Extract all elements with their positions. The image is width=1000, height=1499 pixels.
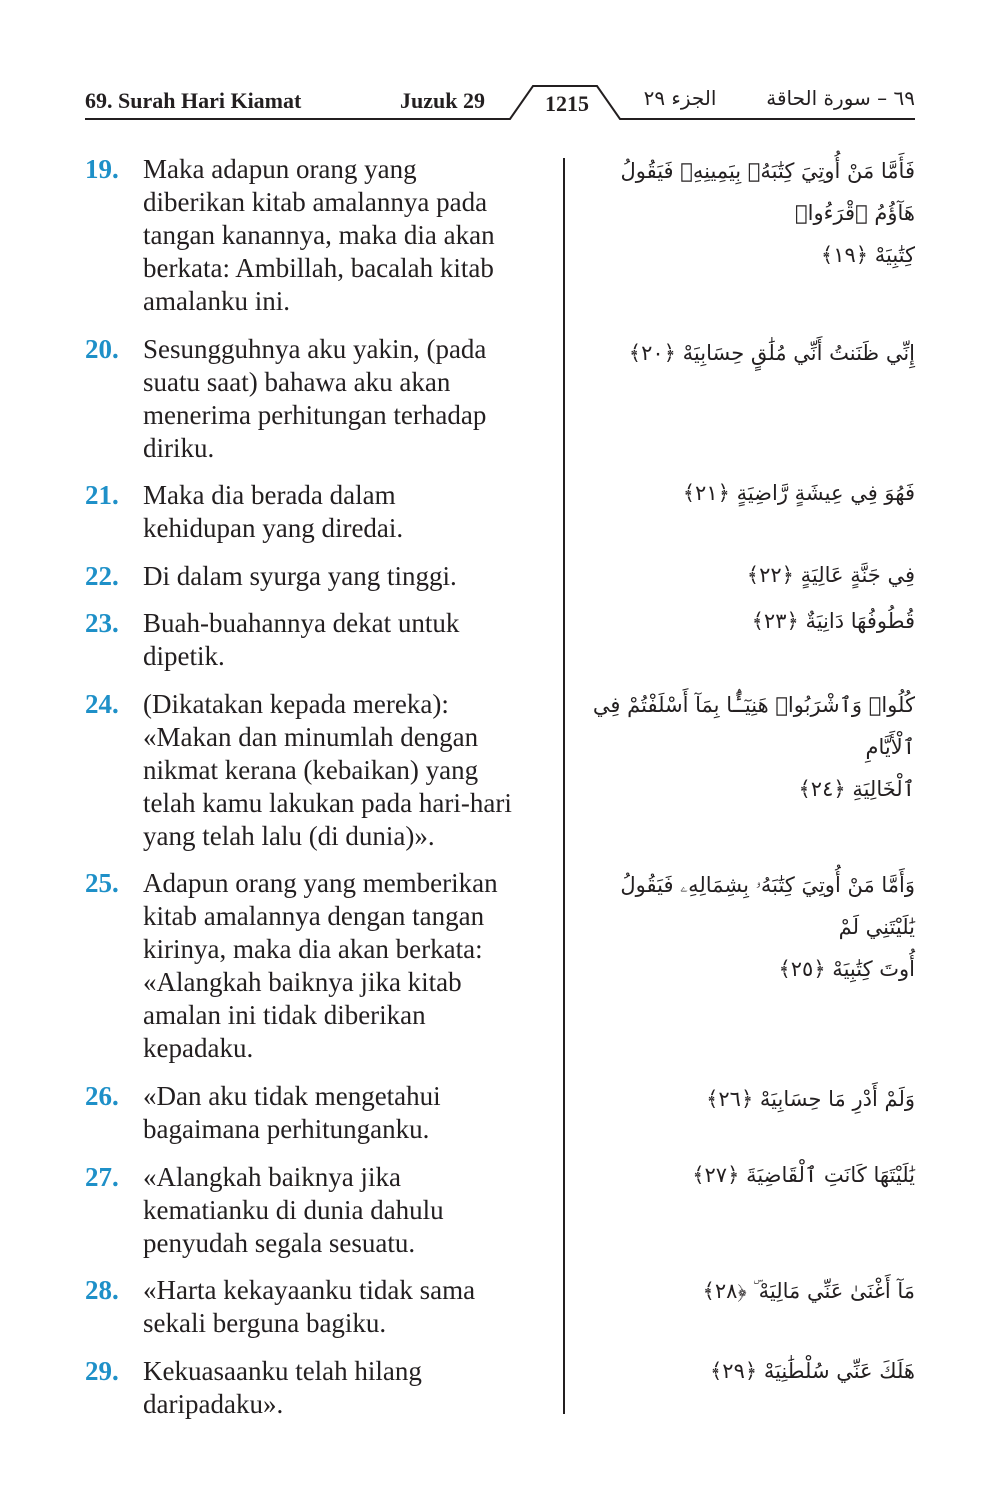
verse-translation: Adapun orang yang memberikan kitab amalannya dengan tangan kirinya, maka dia akan berkata: «Alangkah baiknya jika kitab amalan ini tidak diberikan kepadaku. (143, 868, 498, 1063)
juz-label: Juzuk 29 (400, 88, 485, 113)
verse-translation: Kekuasaanku telah hilang daripadaku». (143, 1356, 422, 1419)
verse-arabic: وَلَمْ أَدْرِ مَا حِسَابِيَهْ ﴿٢٦﴾ (706, 1087, 915, 1111)
verse-number: 26. (85, 1081, 119, 1111)
page-number: 1215 (545, 91, 589, 116)
verse-number: 22. (85, 561, 119, 591)
verse-arabic: وَأَمَّا مَنْ أُوتِيَ كِتَٰبَهُۥ بِشِمَالِهِۦ فَيَقُولُ يَٰلَيْتَنِي لَمْ أُوتَ كِتَٰبِيَهْ ﴿٢٥﴾ (620, 873, 915, 981)
verse-translation: «Alangkah baiknya jika kematianku di dunia dahulu penyudah segala sesuatu. (143, 1162, 444, 1258)
verse-number: 29. (85, 1356, 119, 1386)
verse-arabic: يَٰلَيْتَهَا كَانَتِ ٱلْقَاضِيَةَ ﴿٢٧﴾ (692, 1163, 915, 1187)
verse-number: 20. (85, 334, 119, 364)
verse-translation: (Dikatakan kepada mereka): «Makan dan minumlah dengan nikmat kerana (kebaikan) yang telah kamu lakukan pada hari-hari yang telah lalu (di dunia)». (143, 689, 512, 851)
verse-arabic: مَآ أَغْنَىٰ عَنِّي مَالِيَهْ ۜ ﴿٢٨﴾ (702, 1279, 915, 1303)
verse-translation: Buah-buahannya dekat untuk dipetik. (143, 608, 460, 671)
verse-arabic: فَهُوَ فِي عِيشَةٍ رَّاضِيَةٍ ﴿٢١﴾ (682, 481, 915, 505)
verse-number: 21. (85, 480, 119, 510)
verse-translation: Maka adapun orang yang diberikan kitab amalannya pada tangan kanannya, maka dia akan berkata: Ambillah, bacalah kitab amalanku ini. (143, 154, 495, 316)
verse-arabic: هَلَكَ عَنِّي سُلْطَٰنِيَهْ ﴿٢٩﴾ (709, 1359, 915, 1383)
verse-number: 23. (85, 608, 119, 638)
page-header (85, 80, 915, 120)
verse-number: 25. (85, 868, 119, 898)
verse-translation: Maka dia berada dalam kehidupan yang diredai. (143, 480, 404, 543)
verse-translation: Di dalam syurga yang tinggi. (143, 561, 457, 591)
arabic-surah-title: ٦٩ – سورة الحاقة (766, 86, 915, 110)
verse-arabic: إِنِّي ظَنَنتُ أَنِّي مُلَٰقٍ حِسَابِيَهْ ﴿٢٠﴾ (628, 341, 915, 365)
verse-number: 19. (85, 154, 119, 184)
verse-translation: «Dan aku tidak mengetahui bagaimana perhitunganku. (143, 1081, 441, 1144)
verse-arabic: كُلُوا۟ وَٱشْرَبُوا۟ هَنِيٓـًٔۢا بِمَآ أَسْلَفْتُمْ فِي ٱلْأَيَّامِ ٱلْخَالِيَةِ ﴿٢٤﴾ (592, 693, 915, 801)
arabic-juz-label: الجزء ٢٩ (643, 86, 717, 110)
verse-translation: «Harta kekayaanku tidak sama sekali berguna bagiku. (143, 1275, 476, 1338)
verse-number: 28. (85, 1275, 119, 1305)
verse-translation: Sesungguhnya aku yakin, (pada suatu saat) bahawa aku akan menerima perhitungan terhadap diriku. (143, 334, 487, 463)
surah-title: 69. Surah Hari Kiamat (85, 88, 302, 113)
column-divider (563, 158, 565, 1414)
verse-number: 27. (85, 1162, 119, 1192)
verse-arabic: فَأَمَّا مَنْ أُوتِيَ كِتَٰبَهُۥ بِيَمِينِهِۦ فَيَقُولُ هَآؤُمُ ٱقْرَءُوا۟ كِتَٰبِيَهْ ﴿١٩﴾ (620, 159, 915, 267)
verse-arabic: قُطُوفُهَا دَانِيَةٌ ﴿٢٣﴾ (751, 609, 915, 633)
verse-number: 24. (85, 689, 119, 719)
verse-arabic: فِي جَنَّةٍ عَالِيَةٍ ﴿٢٢﴾ (746, 563, 915, 587)
